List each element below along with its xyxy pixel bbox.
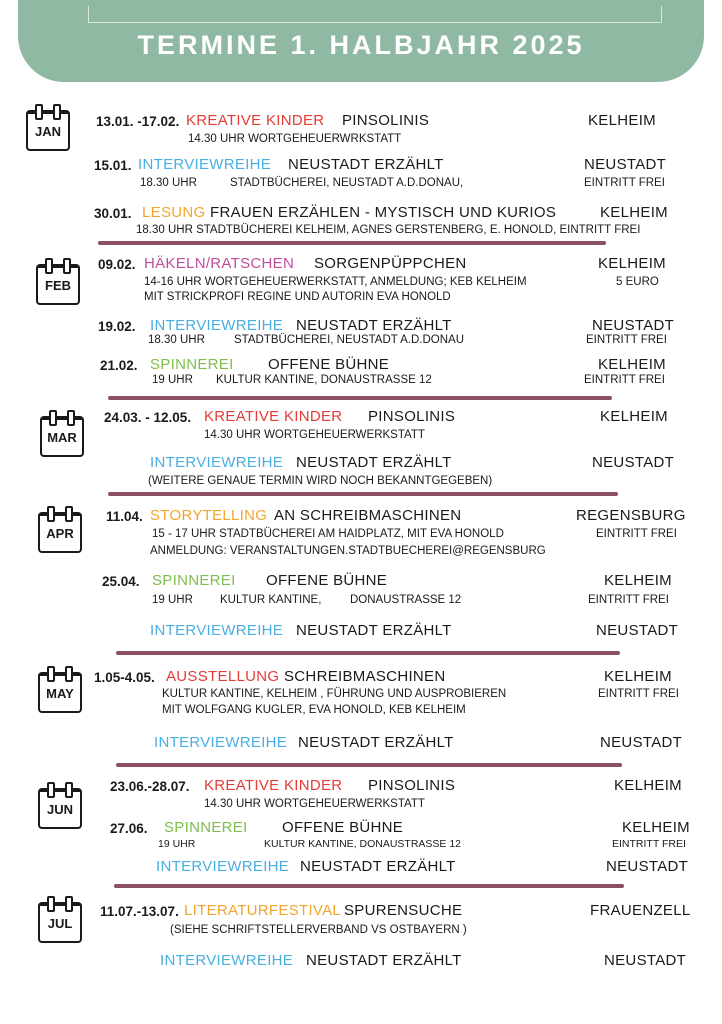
event-date: 25.04. bbox=[102, 574, 140, 589]
event-date: 24.03. - 12.05. bbox=[104, 410, 192, 425]
event-category: KREATIVE KINDER bbox=[204, 408, 343, 425]
event-title: SCHREIBMASCHINEN bbox=[284, 668, 446, 685]
event-admission: EINTRITT FREI bbox=[612, 838, 686, 850]
event-date: 30.01. bbox=[94, 206, 132, 221]
event-title: NEUSTADT ERZÄHLT bbox=[306, 952, 462, 969]
event-venue: STADTBÜCHEREI, NEUSTADT A.D.DONAU bbox=[234, 334, 465, 346]
calendar-icon bbox=[38, 506, 82, 550]
divider bbox=[108, 396, 612, 400]
event-city: FRAUENZELL bbox=[590, 902, 691, 919]
event-title: NEUSTADT ERZÄHLT bbox=[298, 734, 454, 751]
header-decor-line bbox=[88, 6, 662, 23]
divider bbox=[108, 492, 618, 496]
event-time: 18.30 UHR bbox=[140, 177, 197, 189]
event-admission: EINTRITT FREI bbox=[584, 177, 665, 189]
event-city: NEUSTADT bbox=[596, 622, 679, 639]
event-venue: KULTUR KANTINE, DONAUSTRASSE 12 bbox=[216, 374, 432, 386]
event-category: KREATIVE KINDER bbox=[204, 777, 343, 794]
event-details-extra: MIT STRICKPROFI REGINE UND AUTORIN EVA HONOLD bbox=[144, 291, 451, 303]
event-title: NEUSTADT ERZÄHLT bbox=[296, 317, 452, 334]
event-category: SPINNEREI bbox=[152, 572, 236, 589]
event-city: REGENSBURG bbox=[576, 507, 686, 524]
event-date: 19.02. bbox=[98, 319, 136, 334]
month-label-jan: JAN bbox=[34, 124, 61, 139]
event-admission: EINTRITT FREI bbox=[588, 594, 669, 606]
event-title: NEUSTADT ERZÄHLT bbox=[296, 622, 452, 639]
calendar-icon bbox=[40, 410, 84, 454]
event-date: 23.06.-28.07. bbox=[110, 779, 190, 794]
calendar-icon bbox=[38, 782, 82, 826]
month-label-may: MAY bbox=[46, 686, 74, 701]
event-title: OFFENE BÜHNE bbox=[268, 356, 390, 373]
divider bbox=[116, 763, 622, 767]
event-time: 19 UHR bbox=[152, 374, 193, 386]
event-time: 19 UHR bbox=[152, 594, 193, 606]
event-details: (SIEHE SCHRIFTSTELLERVERBAND VS OSTBAYERN ) bbox=[170, 924, 467, 936]
event-city: KELHEIM bbox=[588, 112, 656, 129]
event-city: KELHEIM bbox=[622, 819, 690, 836]
event-title: NEUSTADT ERZÄHLT bbox=[296, 454, 452, 471]
event-city: KELHEIM bbox=[604, 572, 672, 589]
event-details-extra: ANMELDUNG: VERANSTALTUNGEN.STADTBUECHEREI@REGENSBURG bbox=[150, 545, 546, 557]
event-title: PINSOLINIS bbox=[368, 777, 456, 794]
month-label-mar: MAR bbox=[47, 430, 77, 445]
event-category: LITERATURFESTIVAL bbox=[184, 902, 342, 919]
event-city: KELHEIM bbox=[600, 408, 668, 425]
event-category: LESUNG bbox=[142, 204, 206, 221]
month-label-apr: APR bbox=[46, 526, 74, 541]
event-city: NEUSTADT bbox=[604, 952, 687, 969]
event-title: PINSOLINIS bbox=[342, 112, 430, 129]
event-admission: EINTRITT FREI bbox=[598, 688, 679, 700]
event-category: INTERVIEWREIHE bbox=[154, 734, 288, 751]
event-venue: KULTUR KANTINE, bbox=[220, 594, 322, 606]
event-category: INTERVIEWREIHE bbox=[156, 858, 290, 875]
event-date: 1.05-4.05. bbox=[94, 670, 155, 685]
event-category: STORYTELLING bbox=[150, 507, 268, 524]
event-category: KREATIVE KINDER bbox=[186, 112, 325, 129]
event-title: NEUSTADT ERZÄHLT bbox=[300, 858, 456, 875]
event-city: NEUSTADT bbox=[584, 156, 667, 173]
event-date: 11.04. bbox=[106, 509, 143, 524]
event-category: INTERVIEWREIHE bbox=[160, 952, 294, 969]
event-price: 5 EURO bbox=[616, 276, 659, 288]
event-category: SPINNEREI bbox=[150, 356, 234, 373]
event-title: OFFENE BÜHNE bbox=[266, 572, 388, 589]
calendar-icon bbox=[26, 104, 70, 148]
event-category: INTERVIEWREIHE bbox=[150, 622, 284, 639]
event-details-extra: MIT WOLFGANG KUGLER, EVA HONOLD, KEB KELHEIM bbox=[162, 704, 466, 716]
event-time: 19 UHR bbox=[158, 838, 196, 850]
page-title: TERMINE 1. HALBJAHR 2025 bbox=[137, 30, 585, 60]
event-details: 18.30 UHR STADTBÜCHEREI KELHEIM, AGNES GERSTENBERG, E. HONOLD, EINTRITT FREI bbox=[136, 224, 641, 236]
event-category: INTERVIEWREIHE bbox=[138, 156, 272, 173]
event-date: 09.02. bbox=[98, 257, 136, 272]
event-details: 14.30 UHR WORTGEHEUERWERKSTATT bbox=[204, 798, 425, 810]
event-city: KELHEIM bbox=[604, 668, 672, 685]
divider bbox=[116, 651, 620, 655]
calendar-icon bbox=[38, 896, 82, 940]
event-admission: EINTRITT FREI bbox=[584, 374, 665, 386]
event-title: OFFENE BÜHNE bbox=[282, 819, 404, 836]
event-details: 14-16 UHR WORTGEHEUERWERKSTATT, ANMELDUNG; KEB KELHEIM bbox=[144, 276, 527, 288]
event-city: NEUSTADT bbox=[606, 858, 689, 875]
event-title: NEUSTADT ERZÄHLT bbox=[288, 156, 444, 173]
event-city: KELHEIM bbox=[598, 356, 666, 373]
event-category: SPINNEREI bbox=[164, 819, 248, 836]
event-admission: EINTRITT FREI bbox=[586, 334, 667, 346]
event-date: 27.06. bbox=[110, 821, 148, 836]
event-details: 14.30 UHR WORTGEHEUERWRKSTATT bbox=[188, 133, 402, 145]
event-category: AUSSTELLUNG bbox=[166, 668, 280, 685]
event-time: 18.30 UHR bbox=[148, 334, 205, 346]
event-city: NEUSTADT bbox=[600, 734, 683, 751]
event-venue-street: DONAUSTRASSE 12 bbox=[350, 594, 462, 606]
event-venue: KULTUR KANTINE, DONAUSTRASSE 12 bbox=[264, 838, 462, 850]
month-label-feb: FEB bbox=[45, 278, 71, 293]
event-city: KELHEIM bbox=[598, 255, 666, 272]
event-title: PINSOLINIS bbox=[368, 408, 456, 425]
event-admission: EINTRITT FREI bbox=[596, 528, 677, 540]
calendar-icon bbox=[38, 666, 82, 710]
month-label-jun: JUN bbox=[46, 802, 73, 817]
event-city: NEUSTADT bbox=[592, 454, 675, 471]
event-date: 15.01. bbox=[94, 158, 132, 173]
event-category: INTERVIEWREIHE bbox=[150, 317, 284, 334]
event-city: KELHEIM bbox=[614, 777, 682, 794]
calendar-icon bbox=[36, 258, 80, 302]
event-date: 11.07.-13.07. bbox=[100, 904, 179, 919]
header-banner bbox=[18, 0, 704, 82]
month-label-jul: JUL bbox=[47, 916, 73, 931]
event-category: HÄKELN/RATSCHEN bbox=[144, 255, 295, 272]
divider bbox=[114, 884, 624, 888]
event-title: FRAUEN ERZÄHLEN - MYSTISCH UND KURIOS bbox=[210, 204, 557, 221]
event-date: 21.02. bbox=[100, 358, 138, 373]
event-title: AN SCHREIBMASCHINEN bbox=[274, 507, 462, 524]
event-details: (WEITERE GENAUE TERMIN WIRD NOCH BEKANNTGEGEBEN) bbox=[148, 475, 493, 487]
event-details: 14.30 UHR WORTGEHEUERWERKSTATT bbox=[204, 429, 425, 441]
event-title: SORGENPÜPPCHEN bbox=[314, 255, 467, 272]
event-details: KULTUR KANTINE, KELHEIM , FÜHRUNG UND AUSPROBIEREN bbox=[162, 688, 507, 700]
divider bbox=[98, 241, 606, 245]
event-city: KELHEIM bbox=[600, 204, 668, 221]
event-venue: STADTBÜCHEREI, NEUSTADT A.D.DONAU, bbox=[230, 177, 464, 189]
event-category: INTERVIEWREIHE bbox=[150, 454, 284, 471]
event-city: NEUSTADT bbox=[592, 317, 675, 334]
event-date: 13.01. -17.02. bbox=[96, 114, 180, 129]
event-details: 15 - 17 UHR STADTBÜCHEREI AM HAIDPLATZ, MIT EVA HONOLD bbox=[152, 528, 504, 540]
event-title: SPURENSUCHE bbox=[344, 902, 463, 919]
